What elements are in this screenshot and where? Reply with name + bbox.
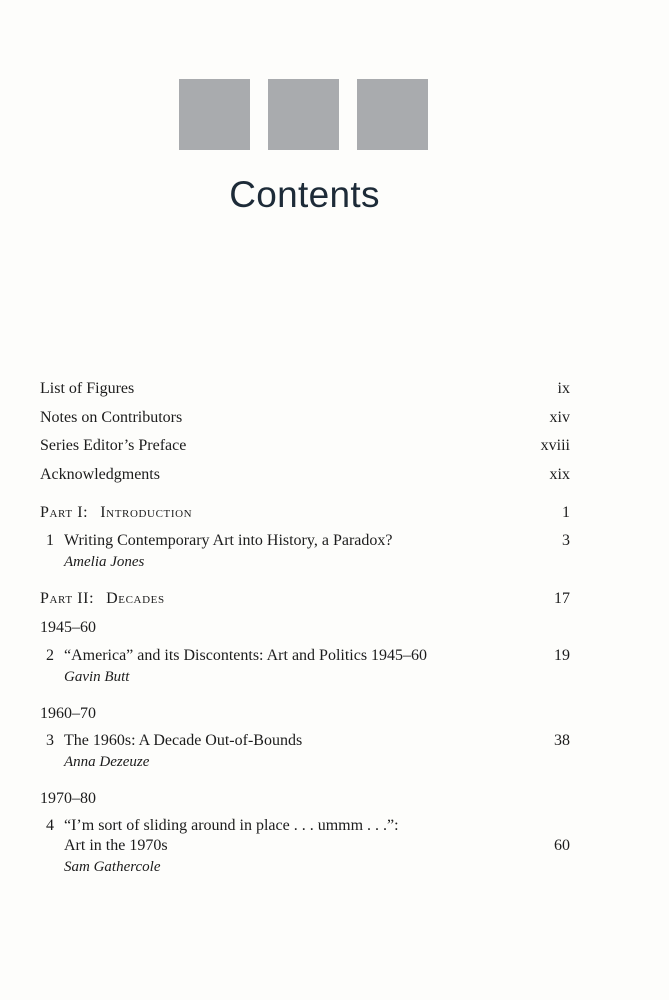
part-name: Introduction bbox=[100, 504, 193, 521]
toc-chapter-1[interactable] bbox=[40, 531, 570, 571]
chapter-number: 2 bbox=[46, 647, 54, 664]
chapter-author: Sam Gathercole bbox=[64, 859, 161, 875]
toc-entry-page: xix bbox=[549, 466, 570, 483]
toc-entry-page: 60 bbox=[554, 837, 570, 854]
toc-entry-title: List of Figures bbox=[40, 380, 135, 397]
chapter-title: The 1960s: A Decade Out-of-Bounds bbox=[64, 732, 303, 749]
chapter-author: Amelia Jones bbox=[64, 554, 145, 570]
chapter-number: 4 bbox=[46, 817, 54, 834]
part-label: Part II: bbox=[40, 590, 95, 607]
chapter-title: “I’m sort of sliding around in place . . . ummm . . .”: bbox=[64, 817, 399, 834]
toc-entry-title: Acknowledgments bbox=[40, 466, 160, 483]
toc-chapter-4[interactable] bbox=[40, 816, 570, 878]
toc-entry-page: 3 bbox=[562, 532, 570, 549]
chapter-author: Gavin Butt bbox=[64, 669, 130, 685]
chapter-title: Writing Contemporary Art into History, a Paradox? bbox=[64, 532, 393, 549]
decorative-square bbox=[268, 79, 339, 150]
chapter-author: Anna Dezeuze bbox=[64, 754, 150, 770]
part-name: Decades bbox=[106, 590, 165, 607]
toc-entry-page: 19 bbox=[554, 647, 570, 664]
header-squares bbox=[179, 79, 429, 150]
toc-entry-page: xiv bbox=[549, 409, 570, 426]
section-heading: 1945–60 bbox=[40, 619, 96, 636]
chapter-number: 3 bbox=[46, 732, 54, 749]
toc-entry-page: ix bbox=[557, 380, 570, 397]
page-title: Contents bbox=[229, 174, 380, 215]
toc-chapter-2[interactable] bbox=[40, 646, 570, 686]
decorative-square bbox=[357, 79, 428, 150]
decorative-square bbox=[179, 79, 250, 150]
chapter-title: “America” and its Discontents: Art and Politics 1945–60 bbox=[64, 647, 428, 664]
toc-entry-page: 38 bbox=[554, 732, 570, 749]
chapter-title-line-2: Art in the 1970s bbox=[64, 837, 168, 854]
chapter-number: 1 bbox=[46, 532, 54, 549]
toc-chapter-3[interactable] bbox=[40, 731, 570, 771]
toc-entry-page: 1 bbox=[562, 504, 570, 521]
section-heading: 1970–80 bbox=[40, 790, 96, 807]
toc-entry-title: Notes on Contributors bbox=[40, 409, 183, 426]
toc-entry-page: 17 bbox=[554, 590, 570, 607]
toc-entry-page: xviii bbox=[540, 437, 570, 454]
section-heading: 1960–70 bbox=[40, 705, 96, 722]
toc-entry-title: Series Editor’s Preface bbox=[40, 437, 187, 454]
part-label: Part I: bbox=[40, 504, 89, 521]
